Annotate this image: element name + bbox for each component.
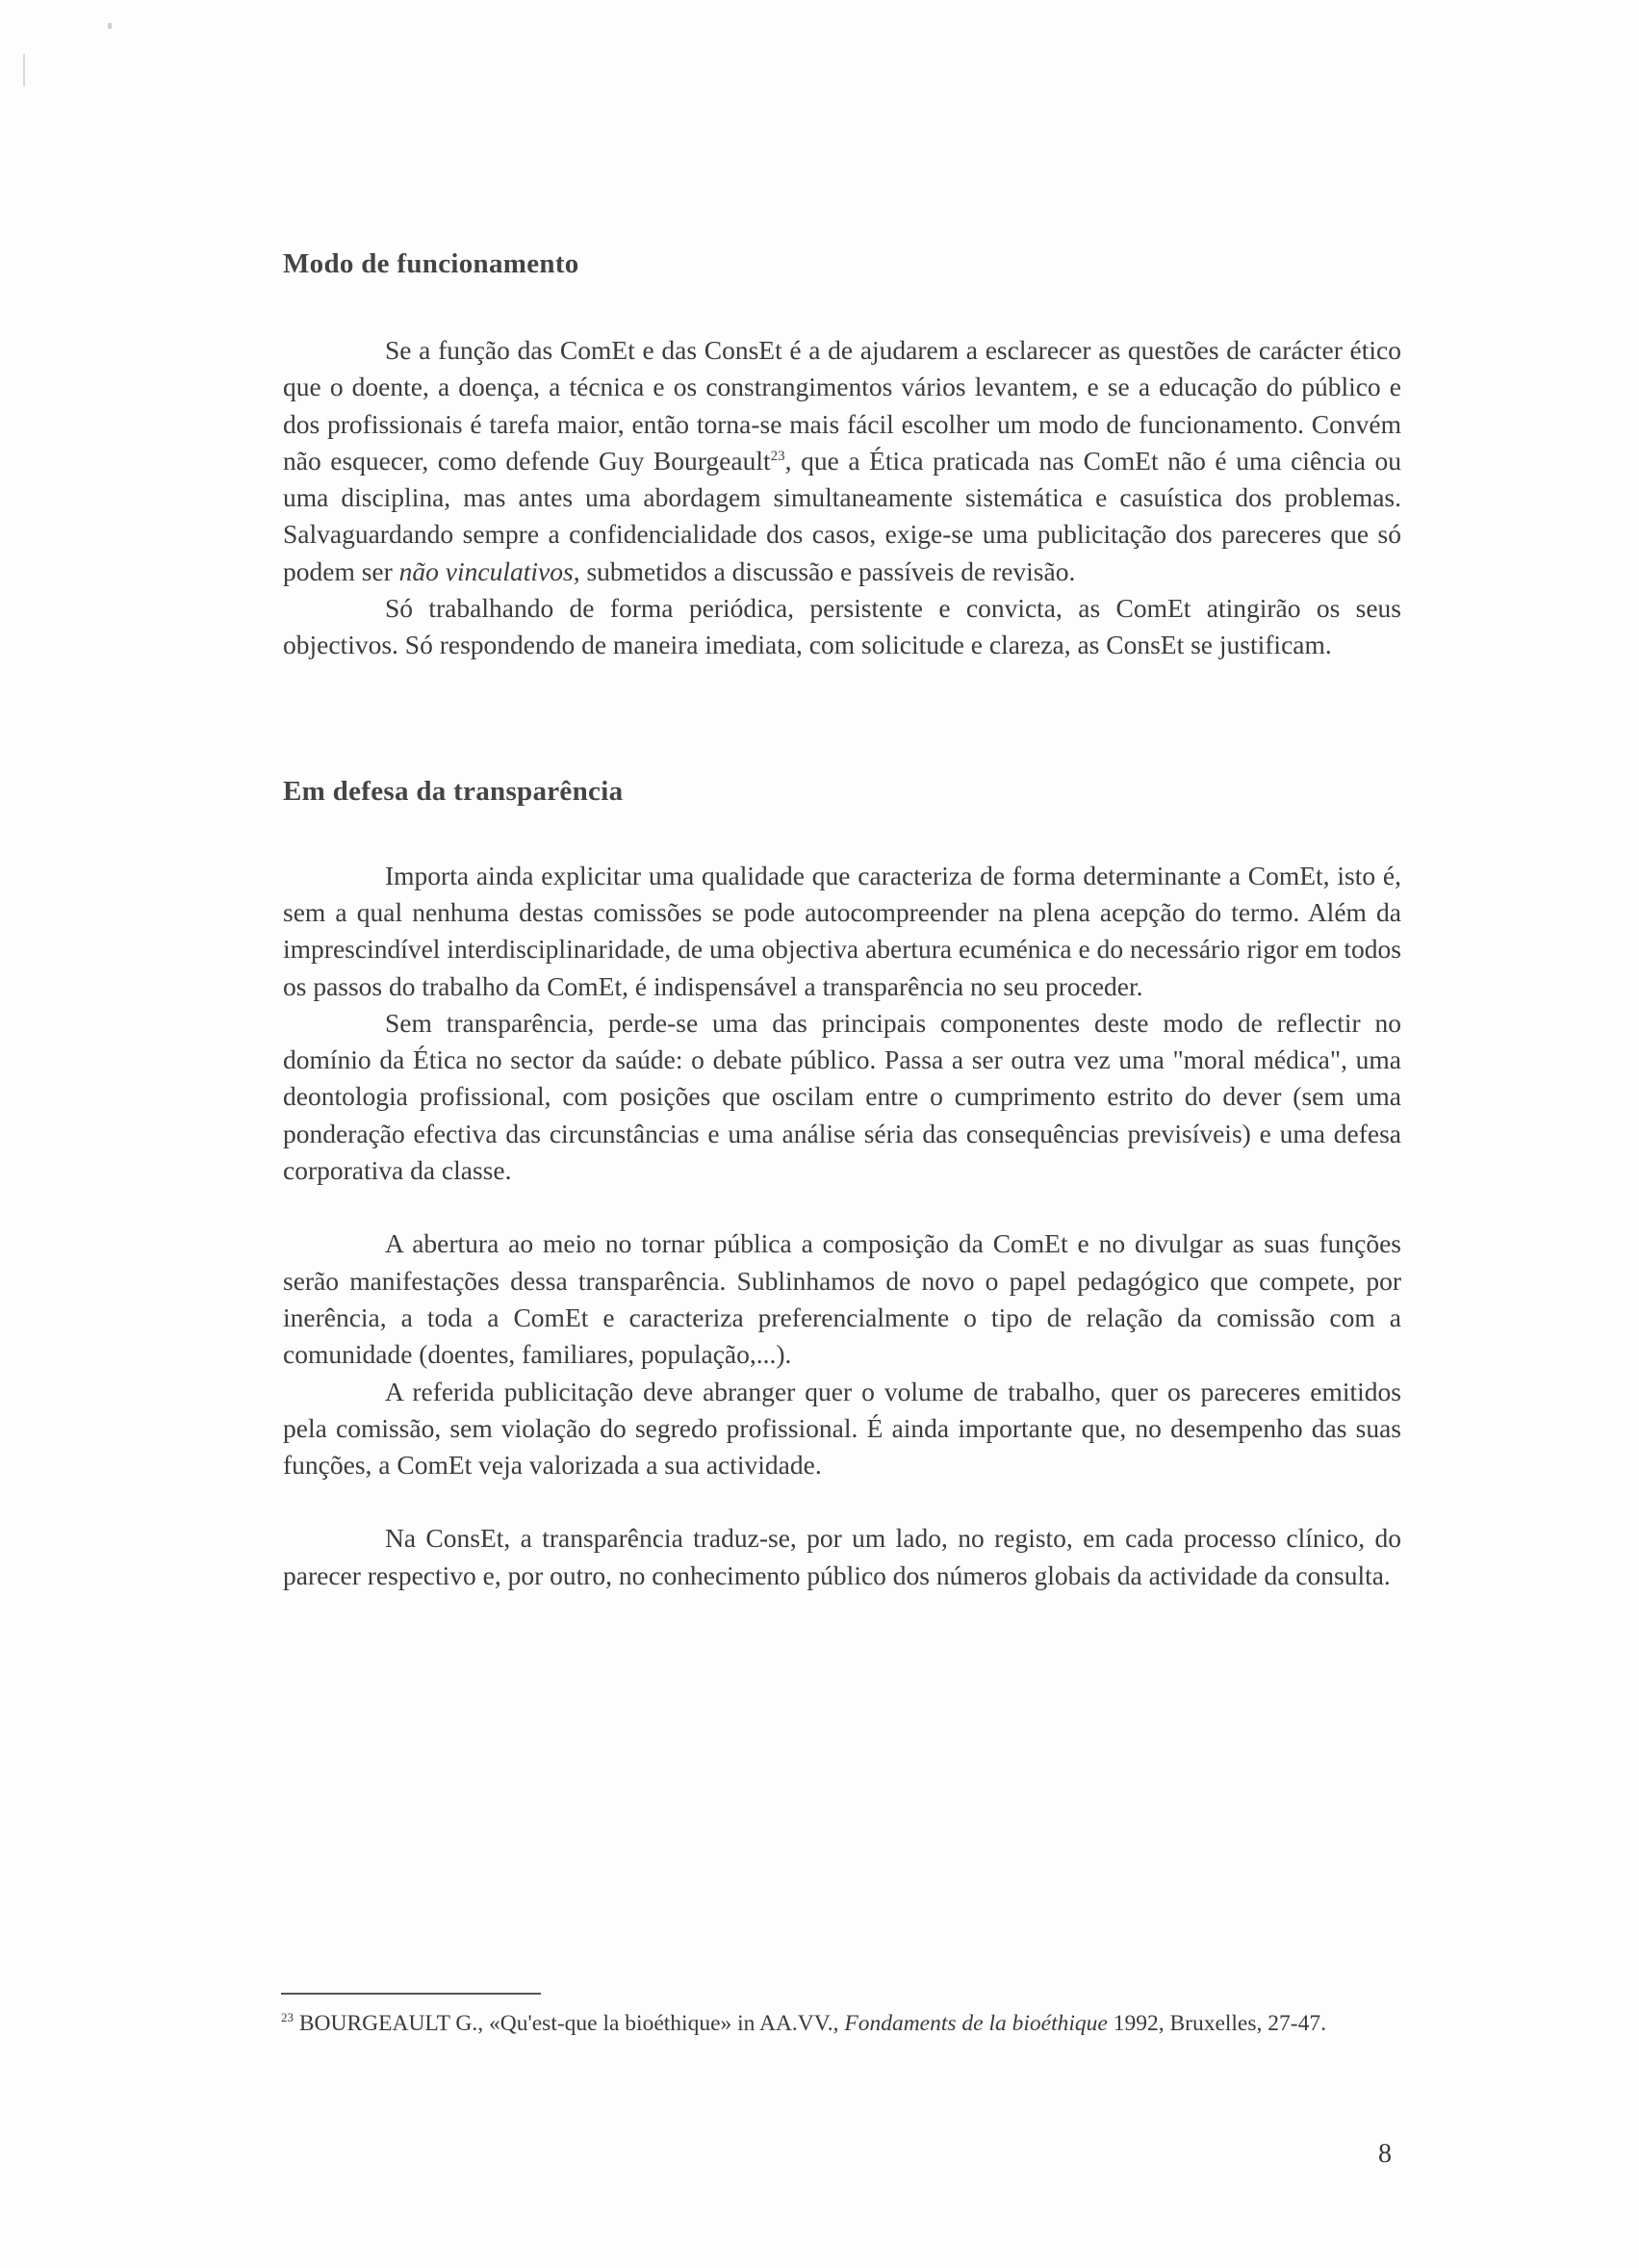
page-number: 8 (1378, 2139, 1392, 2169)
section-heading-modo-de-funcionamento: Modo de funcionamento (283, 248, 579, 279)
scan-artifact (23, 54, 25, 87)
footnote: $^{23}$ BOURGEAULT G., «Qu'est-que la bioéthique» in AA.VV., Fondaments de la bioéthique 1992, Bruxelles, 27-47. (281, 2010, 1326, 2036)
footnote-reference: 23 (770, 448, 785, 464)
paragraph: Importa ainda explicitar uma qualidade que caracteriza de forma determinante a ComEt, isto é, sem a qual nenhuma destas comissões se pode autocompreender na plena acepção do termo. Além da imprescindível interdisciplinaridade, de uma objectiva abertura ecuménica e do necessário rigor em todos os passos do trabalho da ComEt, é indispensável a transparência no seu proceder. (283, 860, 1401, 1001)
footnote-separator (281, 1993, 541, 1995)
section-heading-em-defesa-da-transparencia: Em defesa da transparência (283, 775, 624, 807)
paragraph: Na ConsEt, a transparência traduz-se, por um lado, no registo, em cada processo clínico, do parecer respectivo e, por outro, no conhecimento público dos números globais da actividade da consulta. (283, 1523, 1401, 1590)
paragraph: Sem transparência, perde-se uma das principais componentes deste modo de reflectir no domínio da Ética no sector da saúde: o debate público. Passa a ser outra vez uma "moral médica", uma deontologia profissional, com posições que oscilam entre o cumprimento estrito do dever (sem uma ponderação efectiva das circunstâncias e uma análise séria das consequências previsíveis) e uma defesa corporativa da classe. (283, 1007, 1401, 1186)
footnote-marker: 23 (281, 2010, 294, 2025)
footnote-title: Fondaments de la bioéthique (844, 2011, 1108, 2036)
paragraph: Só trabalhando de forma periódica, persistente e convicta, as ComEt atingirão os seus objectivos. Só respondendo de maneira imediata, com solicitude e clareza, as ConsEt se justificam. (283, 593, 1401, 660)
paragraph: A referida publicitação deve abranger quer o volume de trabalho, quer os pareceres emitidos pela comissão, sem violação do segredo profissional. É ainda importante que, no desempenho das suas funções, a ComEt veja valorizada a sua actividade. (283, 1376, 1401, 1481)
main-content (283, 248, 1401, 1594)
paragraph: A abertura ao meio no tornar pública a composição da ComEt e no divulgar as suas funções serão manifestações dessa transparência. Sublinhamos de novo o papel pedagógico que compete, por inerência, a toda a ComEt e caracteriza preferencialmente o tipo de relação da comissão com a comunidade (doentes, familiares, população,...). (283, 1228, 1401, 1370)
italic-emphasis: não vinculativos (398, 555, 574, 586)
scan-artifact-dot (108, 23, 112, 29)
paragraph: Se a função das ComEt e das ConsEt é a de ajudarem a esclarecer as questões de carácter ético que o doente, a doença, a técnica e os constrangimentos vários levantem, e se a educação do público e dos profissionais é tarefa maior, então torna-se mais fácil escolher um modo de funcionamento. Convém não esquecer, como defende Guy Bourgeault$^{23}$, que a Ética praticada nas ComEt não é uma ciência ou uma disciplina, mas antes uma abordagem simultaneamente sistemática e casuística dos problemas. Salvaguardando sempre a confidencialidade dos casos, exige-se uma publicitação dos pareceres que só podem ser não vinculativos, submetidos a discussão e passíveis de revisão. (283, 335, 1402, 586)
